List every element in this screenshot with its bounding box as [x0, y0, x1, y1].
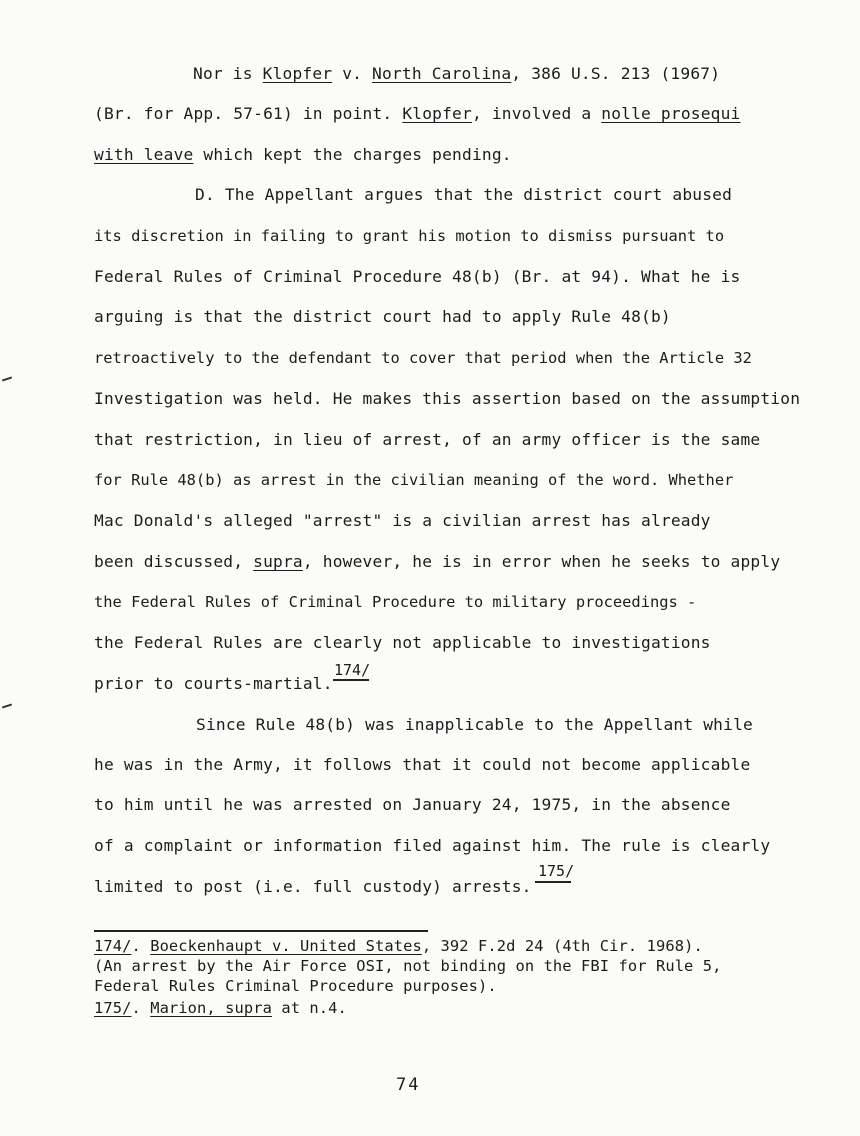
footnote-ref-174: 174/ — [334, 661, 371, 679]
margin-mark — [2, 377, 12, 382]
paragraph-2-line-6: Investigation was held. He makes this assertion based on the assumption — [94, 389, 801, 408]
footnote-175 — [94, 998, 347, 1018]
paragraph-2-line-2: its discretion in failing to grant his motion to dismiss pursuant to — [94, 227, 725, 245]
text-run: , involved a — [471, 104, 602, 123]
paragraph-2-line-3: Federal Rules of Criminal Procedure 48(b) (Br. at 94). What he is — [94, 267, 741, 286]
text-run: v. — [332, 64, 373, 83]
text-run: . — [131, 999, 151, 1017]
footnote-number: 175/ — [94, 999, 132, 1017]
term-nolle-prosequi: nolle prosequi — [601, 104, 741, 123]
footnote-174-line-2: (An arrest by the Air Force OSI, not binding on the FBI for Rule 5, — [94, 957, 722, 975]
footnote-ref-underline — [535, 881, 571, 883]
text-run: (Br. for App. 57-61) in point. — [94, 104, 403, 123]
case-name-klopfer: Klopfer — [402, 104, 472, 123]
paragraph-2-line-1: D. The Appellant argues that the district court abused — [195, 185, 733, 204]
paragraph-2-line-4: arguing is that the district court had to apply Rule 48(b) — [94, 307, 671, 326]
paragraph-2-line-12: the Federal Rules are clearly not applicable to investigations — [94, 633, 711, 652]
paragraph-3-line-3: to him until he was arrested on January 24, 1975, in the absence — [94, 795, 731, 814]
footnote-174-line-3: Federal Rules Criminal Procedure purposes). — [94, 977, 497, 995]
paragraph-3-line-5: limited to post (i.e. full custody) arrests. — [94, 877, 532, 896]
citation: , 392 F.2d 24 (4th Cir. 1968). — [421, 937, 703, 955]
case-name-boeckenhaupt: Boeckenhaupt v. United States — [150, 937, 422, 955]
text-run: . — [131, 937, 151, 955]
paragraph-2-line-10 — [94, 552, 780, 572]
paragraph-2-line-11: the Federal Rules of Criminal Procedure to military proceedings - — [94, 593, 697, 611]
footnote-separator — [94, 930, 428, 932]
case-name-klopfer: Klopfer — [262, 64, 333, 83]
footnote-ref-underline — [333, 679, 369, 681]
footnote-ref-175: 175/ — [538, 862, 575, 880]
paragraph-1-line-1 — [193, 64, 720, 84]
paragraph-2-line-5: retroactively to the defendant to cover that period when the Article 32 — [94, 349, 752, 367]
term-with-leave: with leave — [94, 145, 194, 164]
paragraph-3-line-1: Since Rule 48(b) was inapplicable to the Appellant while — [196, 715, 753, 734]
margin-mark — [2, 704, 12, 709]
paragraph-2-line-9: Mac Donald's alleged "arrest" is a civilian arrest has already — [94, 511, 711, 530]
term-supra: supra — [253, 552, 303, 571]
case-name-north-carolina: North Carolina — [372, 64, 512, 83]
footnote-number: 174/ — [94, 937, 132, 955]
citation: at n.4. — [271, 999, 347, 1017]
text-run: which kept the charges pending. — [193, 145, 512, 164]
text-run: been discussed, — [94, 552, 254, 571]
footnote-174 — [94, 936, 703, 956]
page-number: 74 — [396, 1075, 421, 1095]
text-run: , 386 U.S. 213 (1967) — [511, 64, 721, 83]
paragraph-2-line-7: that restriction, in lieu of arrest, of an army officer is the same — [94, 430, 761, 449]
paragraph-1-line-2 — [94, 104, 741, 124]
text-run: Nor is — [193, 64, 263, 83]
paragraph-3-line-4: of a complaint or information filed against him. The rule is clearly — [94, 836, 771, 855]
text-run: , however, he is in error when he seeks to apply — [302, 552, 781, 571]
case-name-marion: Marion, supra — [150, 999, 272, 1017]
paragraph-2-line-8: for Rule 48(b) as arrest in the civilian meaning of the word. Whether — [94, 471, 734, 489]
paragraph-2-line-13: prior to courts-martial. — [94, 674, 333, 693]
paragraph-1-line-3 — [94, 145, 512, 165]
paragraph-3-line-2: he was in the Army, it follows that it could not become applicable — [94, 755, 751, 774]
